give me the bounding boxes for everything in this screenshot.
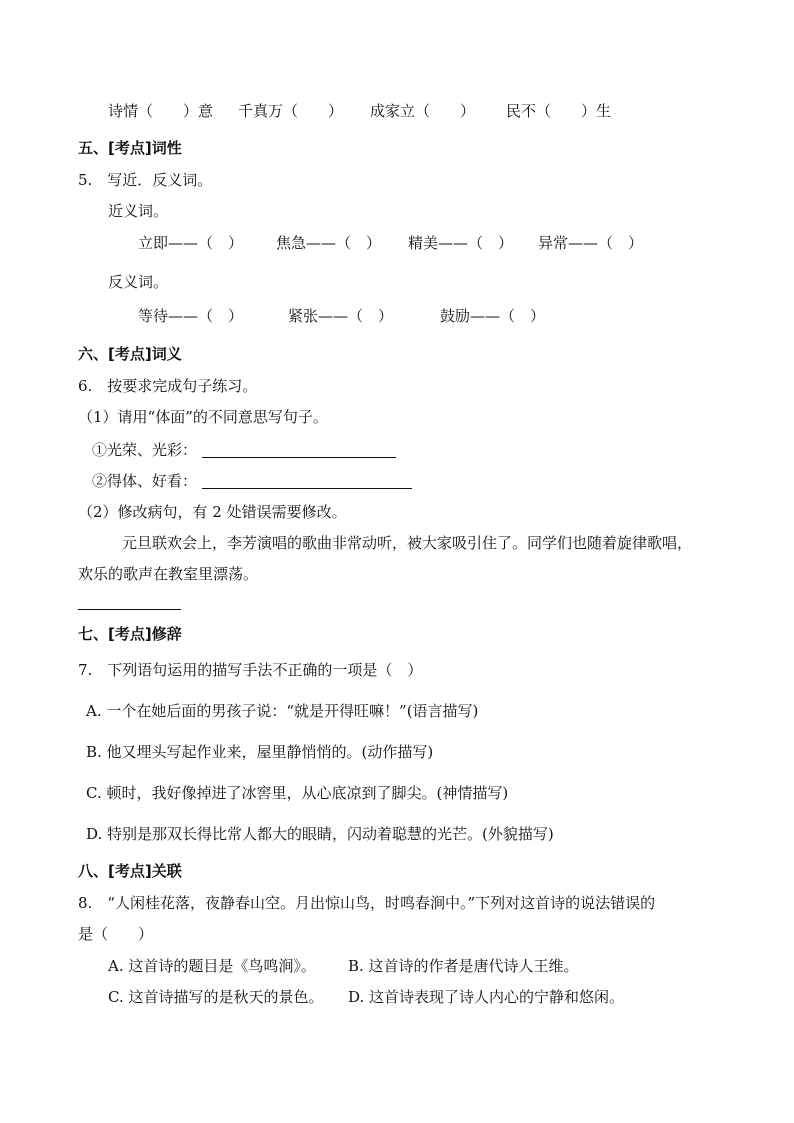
question-8-line-2: 是（ ）	[78, 925, 154, 943]
answer-line-correction	[78, 609, 181, 610]
section-heading-5: 五、[考点]词性	[78, 139, 182, 157]
option-7-a: A. 一个在她后面的男孩子说：“就是开得旺嘛！”(语言描写)	[86, 702, 479, 720]
idiom-blank-4: 民不（ ）生	[506, 102, 612, 120]
synonym-item-4: 异常——（ ）	[538, 234, 644, 252]
synonym-item-3: 精美——（ ）	[408, 234, 514, 252]
faulty-sentence-line-1: 元旦联欢会上，李芳演唱的歌曲非常动听，被大家吸引住了。同学们也随着旋律歌唱，	[122, 534, 693, 552]
option-7-d: D. 特别是那双长得比常人都大的眼睛，闪动着聪慧的光芒。(外貌描写)	[86, 825, 554, 843]
option-8-b: B. 这首诗的作者是唐代诗人王维。	[348, 957, 579, 975]
question-5: 5. 写近．反义词。	[78, 171, 213, 189]
antonym-label: 反义词。	[108, 273, 169, 291]
answer-line-b	[202, 488, 412, 489]
question-6: 6. 按要求完成句子练习。	[78, 377, 258, 395]
synonym-item-1: 立即——（ ）	[138, 234, 244, 252]
section-heading-8: 八、[考点]关联	[78, 862, 182, 880]
answer-line-a	[202, 457, 396, 458]
question-6-part-1: （1）请用“体面”的不同意思写句子。	[78, 408, 328, 426]
question-6-part-2: （2）修改病句，有 2 处错误需要修改。	[78, 503, 347, 521]
question-7: 7. 下列语句运用的描写手法不正确的一项是（ ）	[78, 661, 423, 679]
option-7-b: B. 他又埋头写起作业来，屋里静悄悄的。(动作描写)	[86, 743, 434, 761]
synonym-label: 近义词。	[108, 202, 169, 220]
option-8-d: D. 这首诗表现了诗人内心的宁静和悠闲。	[348, 988, 625, 1006]
antonym-item-3: 鼓励——（ ）	[440, 307, 546, 325]
question-8-line-1: 8. “人闲桂花落，夜静春山空。月出惊山鸟，时鸣春涧中。”下列对这首诗的说法错误的	[78, 894, 656, 912]
section-heading-7: 七、[考点]修辞	[78, 625, 182, 643]
idiom-blank-3: 成家立（ ）	[370, 102, 476, 120]
option-8-a: A. 这首诗的题目是《鸟鸣涧》。	[108, 957, 316, 975]
option-7-c: C. 顿时，我好像掉进了冰窖里，从心底凉到了脚尖。(神情描写)	[86, 784, 509, 802]
antonym-item-1: 等待——（ ）	[138, 307, 244, 325]
part-1-meaning-a: ①光荣、光彩：	[92, 441, 198, 459]
idiom-blank-2: 千真万（ ）	[238, 102, 344, 120]
option-8-c: C. 这首诗描写的是秋天的景色。	[108, 988, 324, 1006]
idiom-blank-1: 诗情（ ）意	[108, 102, 214, 120]
synonym-item-2: 焦急——（ ）	[276, 234, 382, 252]
antonym-item-2: 紧张——（ ）	[288, 307, 394, 325]
faulty-sentence-line-2: 欢乐的歌声在教室里漂荡。	[78, 565, 259, 583]
section-heading-6: 六、[考点]词义	[78, 345, 182, 363]
part-1-meaning-b: ②得体、好看：	[92, 472, 198, 490]
